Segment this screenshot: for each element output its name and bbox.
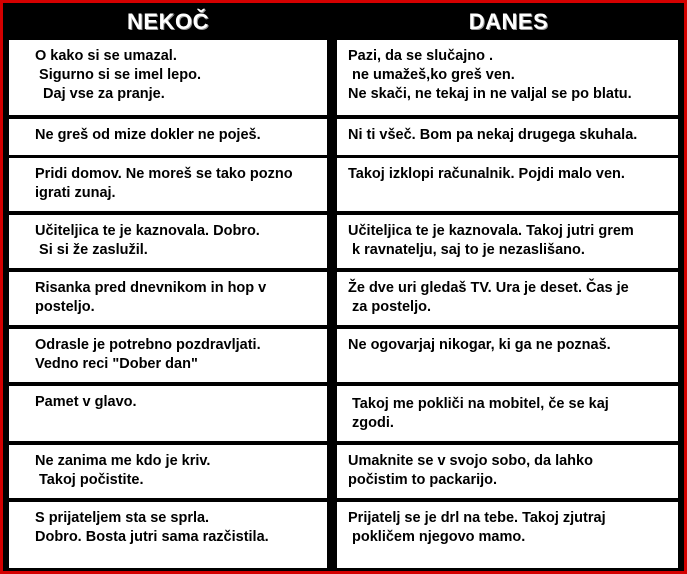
row-4-nekoc-cell: Učiteljica te je kaznovala. Dobro. Si si že zaslužil. <box>9 215 327 268</box>
row-2-danes-cell: Ni ti všeč. Bom pa nekaj drugega skuhala. <box>337 119 678 155</box>
row-4-danes-cell: Učiteljica te je kaznovala. Takoj jutri grem k ravnatelju, saj to je nezaslišano. <box>337 215 678 268</box>
row-6-danes-cell: Ne ogovarjaj nikogar, ki ga ne poznaš. <box>337 329 678 382</box>
row-2-nekoc-cell: Ne greš od mize dokler ne poješ. <box>9 119 327 155</box>
row-1-danes-cell: Pazi, da se slučajno . ne umažeš,ko greš ven. Ne skači, ne tekaj in ne valjal se po blatu. <box>337 40 678 115</box>
row-5-danes-cell: Že dve uri gledaš TV. Ura je deset. Čas je za posteljo. <box>337 272 678 325</box>
row-9-danes-cell: Prijatelj se je drl na tebe. Takoj zjutraj pokličem njegovo mamo. <box>337 502 678 568</box>
table-header <box>3 3 684 41</box>
row-7-nekoc-cell: Pamet v glavo. <box>9 386 327 441</box>
header-nekoc: NEKOČ <box>127 9 209 34</box>
row-3-nekoc-cell: Pridi domov. Ne moreš se tako pozno igrati zunaj. <box>9 158 327 211</box>
row-7-danes-cell: Takoj me pokliči na mobitel, če se kaj zgodi. <box>337 386 678 441</box>
row-8-danes-cell: Umaknite se v svojo sobo, da lahko počistim to packarijo. <box>337 445 678 498</box>
row-5-nekoc-cell: Risanka pred dnevnikom in hop v posteljo. <box>9 272 327 325</box>
row-6-nekoc-cell: Odrasle je potrebno pozdravljati. Vedno reci "Dober dan" <box>9 329 327 382</box>
row-8-nekoc-cell: Ne zanima me kdo je kriv. Takoj počistite. <box>9 445 327 498</box>
row-1-nekoc-cell: O kako si se umazal. Sigurno si se imel lepo. Daj vse za pranje. <box>9 40 327 115</box>
row-9-nekoc-cell: S prijateljem sta se sprla. Dobro. Bosta jutri sama razčistila. <box>9 502 327 568</box>
header-danes: DANES <box>468 9 549 34</box>
row-3-danes-cell: Takoj izklopi računalnik. Pojdi malo ven. <box>337 158 678 211</box>
